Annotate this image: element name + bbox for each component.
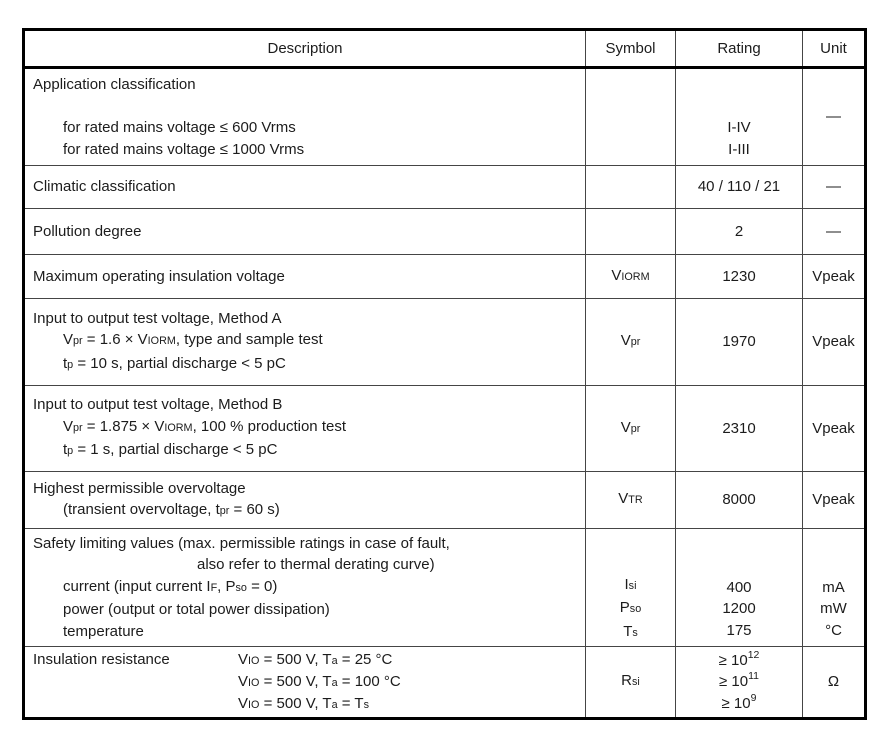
cell-unit xyxy=(802,255,864,298)
unit-label: — xyxy=(826,108,841,126)
rating-value: 40 / 110 / 21 xyxy=(697,178,781,196)
description-line: Input to output test voltage, Method B xyxy=(33,396,283,414)
cell-unit xyxy=(802,472,864,528)
subscript: s xyxy=(632,626,638,639)
superscript: 12 xyxy=(747,648,760,661)
rating-value: 8000 xyxy=(722,491,756,509)
header-rating: Rating xyxy=(675,31,802,66)
cell-rating xyxy=(675,69,802,165)
description-line: Input to output test voltage, Method A xyxy=(33,309,282,327)
unit-label: — xyxy=(826,222,841,240)
description-line: Vpr = 1.6 × VIORM, type and sample test xyxy=(63,331,323,349)
symbol-text: Vpr xyxy=(620,332,641,350)
cell-description xyxy=(25,386,585,471)
rating-value: 175 xyxy=(726,621,752,639)
rating-value: 400 xyxy=(726,578,752,596)
rating-value: ≥ $10^{11}$ xyxy=(719,670,759,691)
description-line: Maximum operating insulation voltage xyxy=(33,267,285,285)
symbol-text: VIORM xyxy=(611,266,650,284)
row-highest-permissible-overvoltage xyxy=(25,471,864,528)
subscript: pr xyxy=(630,336,641,349)
cell-symbol xyxy=(585,472,675,528)
cell-symbol xyxy=(585,386,675,471)
rating-value xyxy=(737,74,741,96)
cell-symbol xyxy=(585,647,675,717)
row-application-classification xyxy=(25,69,864,165)
row-safety-limiting-values xyxy=(25,528,864,646)
cell-description xyxy=(25,529,585,646)
insulation-specifications-table xyxy=(22,28,867,720)
rating-value: ≥ $10^{12}$ xyxy=(718,648,760,669)
description-line: Insulation resistance VIO = 500 V, Ta = 25 °C xyxy=(33,649,392,671)
cell-unit xyxy=(802,69,864,165)
cell-description xyxy=(25,255,585,298)
subscript: p xyxy=(67,445,74,458)
description-line: (transient overvoltage, tpr = 60 s) xyxy=(63,501,280,518)
unit-label: °C xyxy=(825,621,842,639)
description-line: Pollution degree xyxy=(33,222,142,240)
cell-symbol xyxy=(585,255,675,298)
rating-value: ≥ $10^9$ xyxy=(721,691,757,712)
rating-value: 2 xyxy=(734,222,744,240)
table-header-row xyxy=(25,31,864,69)
cell-rating xyxy=(675,255,802,298)
unit-label: mA xyxy=(822,578,845,596)
superscript: 9 xyxy=(750,691,757,704)
rating-value: 1230 xyxy=(722,267,756,285)
cell-symbol xyxy=(585,299,675,385)
cell-unit xyxy=(802,209,864,254)
subscript: F xyxy=(210,581,218,594)
unit-label: mW xyxy=(820,600,847,618)
description-line: Climatic classification xyxy=(33,178,176,196)
cell-unit xyxy=(802,647,864,717)
description-line: for rated mains voltage ≤ 600 Vrms xyxy=(63,119,296,136)
subscript: s xyxy=(363,699,369,711)
row-climatic-classification xyxy=(25,165,864,208)
symbol-text xyxy=(628,553,632,575)
unit-label: Vpeak xyxy=(812,267,855,285)
row-input-to-output-test-voltage-method-b xyxy=(25,385,864,471)
subscript: IO xyxy=(248,699,260,711)
unit-label xyxy=(831,555,835,577)
subscript: IO xyxy=(248,677,260,689)
row-label: Insulation resistance xyxy=(33,651,170,668)
unit-label: Vpeak xyxy=(812,419,855,437)
cell-rating xyxy=(675,299,802,385)
description-line: for rated mains voltage ≤ 1000 Vrms xyxy=(63,140,305,158)
description-line: Vpr = 1.875 × VIORM, 100 % production test xyxy=(63,417,346,435)
description-line: power (output or total power dissipation) xyxy=(63,601,330,619)
subscript: IO xyxy=(248,655,260,667)
description-line: tp = 10 s, partial discharge < 5 pC xyxy=(63,354,286,372)
unit-label: Vpeak xyxy=(812,333,855,351)
cell-rating xyxy=(675,529,802,646)
subscript: a xyxy=(331,655,338,667)
description-line: temperature xyxy=(63,622,144,640)
description-line: Safety limiting values (max. permissible ratings in case of fault, xyxy=(33,534,450,552)
cell-rating xyxy=(675,166,802,208)
row-maximum-operating-insulation-voltage xyxy=(25,254,864,298)
description-line: Application classification xyxy=(33,76,196,93)
cell-symbol xyxy=(585,69,675,165)
rating-value: 2310 xyxy=(722,419,756,437)
cell-rating xyxy=(675,472,802,528)
row-insulation-resistance xyxy=(25,646,864,717)
header-symbol: Symbol xyxy=(585,31,675,66)
cell-description xyxy=(25,69,585,165)
superscript: 11 xyxy=(748,670,759,683)
description-line: Highest permissible overvoltage xyxy=(33,479,246,497)
unit-label: — xyxy=(826,178,841,196)
rating-value xyxy=(737,555,741,577)
subscript: pr xyxy=(630,422,641,435)
subscript: pr xyxy=(219,505,230,517)
subscript: IORM xyxy=(147,335,176,348)
symbol-text: Rsi xyxy=(621,672,640,690)
symbol-text: Vpr xyxy=(620,418,641,436)
cell-rating xyxy=(675,209,802,254)
cell-symbol xyxy=(585,529,675,646)
description-line: VIO = 500 V, Ta = 100 °C xyxy=(238,673,401,690)
subscript: IORM xyxy=(164,421,193,434)
subscript: IORM xyxy=(621,270,650,283)
symbol-text: Ts xyxy=(623,622,638,640)
cell-unit xyxy=(802,529,864,646)
cell-unit xyxy=(802,386,864,471)
subscript: a xyxy=(331,699,338,711)
subscript: TR xyxy=(628,494,643,507)
description-line xyxy=(33,96,37,118)
symbol-text: VTR xyxy=(618,490,643,508)
cell-description xyxy=(25,472,585,528)
cell-description xyxy=(25,209,585,254)
subscript: so xyxy=(235,581,247,594)
description-line: current (input current IF, Pso = 0) xyxy=(63,577,278,595)
header-unit: Unit xyxy=(802,31,864,66)
unit-label: Ω xyxy=(827,673,840,691)
rating-value: I-IV xyxy=(727,119,751,136)
header-description: Description xyxy=(267,39,343,57)
cell-unit xyxy=(802,166,864,208)
cell-description xyxy=(25,647,585,717)
subscript: so xyxy=(629,603,642,616)
cell-symbol xyxy=(585,166,675,208)
cell-rating xyxy=(675,386,802,471)
description-line: tp = 1 s, partial discharge < 5 pC xyxy=(63,441,278,459)
symbol-text: Pso xyxy=(619,599,642,617)
unit-label: Vpeak xyxy=(812,491,855,509)
subscript: pr xyxy=(73,335,83,348)
row-pollution-degree xyxy=(25,208,864,254)
description-line: VIO = 500 V, Ta = Ts xyxy=(238,695,369,712)
rating-value xyxy=(737,96,741,118)
rating-value: 1200 xyxy=(722,600,756,618)
symbol-text: Isi xyxy=(624,576,637,593)
cell-description xyxy=(25,166,585,208)
rating-value: 1970 xyxy=(722,333,756,351)
cell-description xyxy=(25,299,585,385)
subscript: si xyxy=(632,676,640,689)
rating-value xyxy=(737,534,741,556)
subscript: si xyxy=(628,580,637,592)
symbol-text xyxy=(628,531,632,553)
unit-label xyxy=(831,534,835,556)
description-line: also refer to thermal derating curve) xyxy=(197,556,435,574)
subscript: pr xyxy=(73,421,83,434)
cell-symbol xyxy=(585,209,675,254)
cell-unit xyxy=(802,299,864,385)
subscript: p xyxy=(67,358,74,371)
row-input-to-output-test-voltage-method-a xyxy=(25,298,864,385)
rating-value: I-III xyxy=(728,140,750,158)
cell-rating xyxy=(675,647,802,717)
subscript: a xyxy=(331,677,338,689)
